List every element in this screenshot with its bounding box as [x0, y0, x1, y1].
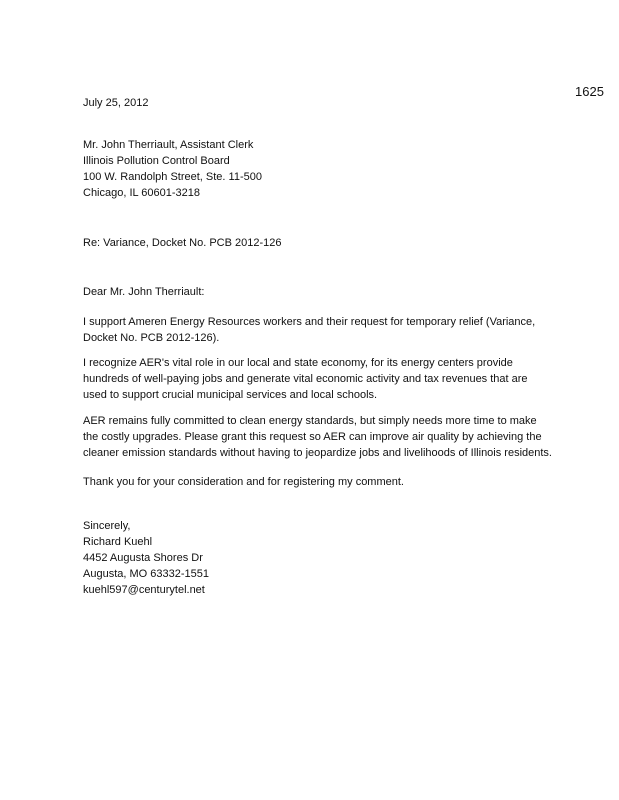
body-paragraph-standards [83, 413, 552, 461]
signer-name: Richard Kuehl [83, 536, 153, 548]
paragraph-line: Thank you for your consideration and for registering my comment. [83, 476, 404, 488]
paragraph-line: Docket No. PCB 2012-126). [83, 332, 220, 344]
signer-city: Augusta, MO 63332-1551 [83, 568, 209, 580]
paragraph-line: AER remains fully committed to clean energy standards, but simply needs more time to make [83, 415, 537, 427]
page-number: 1625 [575, 84, 604, 99]
signature-block [83, 518, 209, 598]
paragraph-line: I recognize AER's vital role in our local and state economy, for its energy centers provide [83, 357, 513, 369]
re-line: Re: Variance, Docket No. PCB 2012-126 [83, 237, 282, 249]
paragraph-line: I support Ameren Energy Resources workers and their request for temporary relief (Variance, [83, 316, 536, 328]
recipient-line: Mr. John Therriault, Assistant Clerk [83, 139, 254, 151]
signer-street: 4452 Augusta Shores Dr [83, 552, 203, 564]
body-paragraph-support [83, 314, 535, 346]
paragraph-line: cleaner emission standards without having to jeopardize jobs and livelihoods of Illinois residents. [83, 447, 552, 459]
letter-date: July 25, 2012 [83, 97, 149, 109]
recipient-line: Chicago, IL 60601-3218 [83, 187, 201, 199]
recipient-address [83, 137, 262, 201]
body-paragraph-thanks [83, 474, 404, 490]
paragraph-line: used to support crucial municipal services and local schools. [83, 389, 378, 401]
body-paragraph-economy [83, 355, 528, 403]
recipient-line: 100 W. Randolph Street, Ste. 11-500 [83, 171, 262, 183]
paragraph-line: hundreds of well-paying jobs and generate vital economic activity and tax revenues that are [83, 373, 528, 385]
recipient-line: Illinois Pollution Control Board [83, 155, 230, 167]
salutation: Dear Mr. John Therriault: [83, 286, 205, 298]
paragraph-line: the costly upgrades. Please grant this request so AER can improve air quality by achieving the [83, 431, 542, 443]
closing-salutation: Sincerely, [83, 520, 131, 532]
signer-email: kuehl597@centurytel.net [83, 584, 205, 596]
